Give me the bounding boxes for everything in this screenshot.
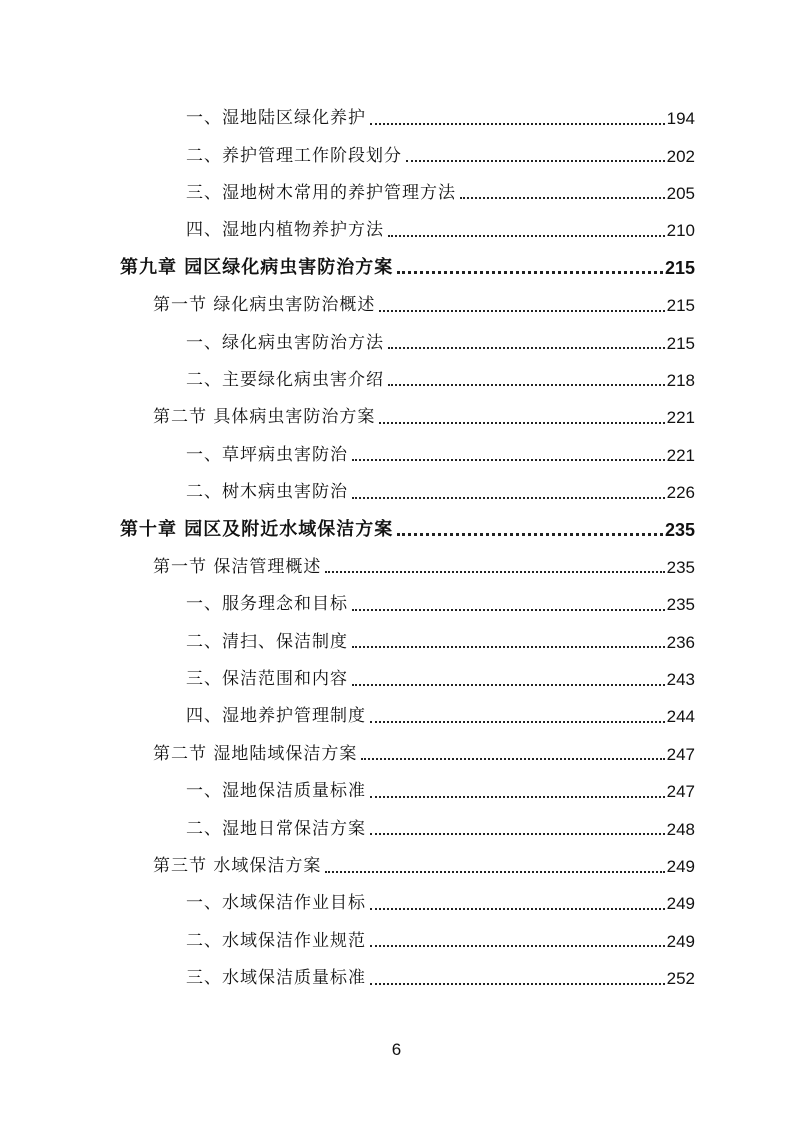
toc-entry-page: 210	[666, 221, 695, 241]
toc-entry-page: 236	[666, 632, 695, 652]
toc-dot-leader	[388, 371, 665, 389]
toc-dot-leader	[406, 147, 665, 165]
toc-entry-page: 205	[666, 183, 695, 203]
toc-entry[interactable]	[0, 885, 793, 922]
toc-dot-leader	[370, 708, 665, 726]
toc-section-entry[interactable]	[0, 549, 793, 586]
toc-entry[interactable]	[0, 175, 793, 212]
toc-entry-page: 194	[666, 109, 695, 129]
toc-dot-leader	[325, 858, 664, 876]
toc-entry[interactable]	[0, 137, 793, 174]
toc-entry-page: 247	[666, 782, 695, 802]
toc-entry[interactable]	[0, 474, 793, 511]
toc-entry-label: 三、湿地树木常用的养护管理方法	[186, 182, 456, 203]
toc-entry-page: 249	[666, 857, 695, 876]
toc-entry-label: 第十章 园区及附近水域保洁方案	[120, 518, 394, 540]
toc-section-entry[interactable]	[0, 399, 793, 436]
toc-entry[interactable]	[0, 923, 793, 960]
toc-entry-label: 一、服务理念和目标	[186, 594, 348, 615]
toc-entry-label: 二、养护管理工作阶段划分	[186, 145, 402, 166]
toc-entry-page: 235	[666, 595, 695, 615]
toc-dot-leader	[370, 110, 665, 128]
toc-entry-label: 一、湿地陆区绿化养护	[186, 108, 366, 129]
toc-dot-leader	[352, 446, 665, 464]
toc-entry[interactable]	[0, 100, 793, 137]
toc-entry-page: 202	[666, 146, 695, 166]
toc-dot-leader	[370, 783, 665, 801]
toc-entry-label: 三、保洁范围和内容	[186, 669, 348, 690]
toc-entry-label: 一、水域保洁作业目标	[186, 893, 366, 914]
toc-entry-page: 248	[666, 819, 695, 839]
toc-entry-page: 235	[666, 557, 695, 577]
toc-chapter-entry[interactable]	[0, 250, 793, 287]
toc-entry[interactable]	[0, 362, 793, 399]
toc-entry-label: 第九章 园区绿化病虫害防治方案	[120, 257, 394, 279]
toc-entry-label: 四、湿地养护管理制度	[186, 706, 366, 727]
toc-dot-leader	[361, 745, 664, 763]
toc-entry-page: 247	[666, 744, 695, 764]
toc-entry[interactable]	[0, 960, 793, 997]
toc-entry-label: 四、湿地内植物养护方法	[186, 220, 384, 241]
toc-dot-leader	[388, 222, 665, 240]
toc-entry-label: 二、主要绿化病虫害介绍	[186, 369, 384, 390]
toc-dot-leader	[352, 484, 665, 502]
toc-dot-leader	[397, 259, 663, 277]
toc-entry[interactable]	[0, 698, 793, 735]
toc-entry-label: 三、水域保洁质量标准	[186, 968, 366, 989]
toc-dot-leader	[370, 932, 665, 950]
toc-entry-label: 第一节 绿化病虫害防治概述	[153, 295, 376, 316]
toc-dot-leader	[379, 409, 664, 427]
toc-entry-label: 二、清扫、保洁制度	[186, 631, 348, 652]
toc-entry-page: 215	[664, 258, 695, 279]
toc-entry-page: 226	[666, 483, 695, 503]
toc-dot-leader	[370, 970, 665, 988]
toc-section-entry[interactable]	[0, 736, 793, 773]
toc-entry-label: 第一节 保洁管理概述	[153, 556, 322, 577]
toc-entry-label: 二、湿地日常保洁方案	[186, 818, 366, 839]
toc-entry-label: 第二节 湿地陆域保洁方案	[153, 743, 358, 764]
toc-entry-page: 221	[666, 445, 695, 465]
toc-dot-leader	[460, 184, 665, 202]
toc-entry-page: 221	[666, 408, 695, 428]
toc-section-entry[interactable]	[0, 287, 793, 324]
toc-dot-leader	[352, 596, 665, 614]
toc-entry[interactable]	[0, 661, 793, 698]
toc-entry-page: 215	[666, 296, 695, 316]
toc-entry-page: 244	[666, 707, 695, 727]
toc-section-entry[interactable]	[0, 848, 793, 885]
toc-entry[interactable]	[0, 324, 793, 361]
toc-dot-leader	[370, 895, 665, 913]
toc-entry-label: 一、草坪病虫害防治	[186, 444, 348, 465]
toc-entry[interactable]	[0, 586, 793, 623]
toc-entry-page: 215	[666, 333, 695, 353]
toc-entry-page: 243	[666, 670, 695, 690]
toc-dot-leader	[325, 558, 664, 576]
table-of-contents	[0, 100, 793, 997]
toc-entry-page: 252	[666, 969, 695, 989]
toc-dot-leader	[370, 820, 665, 838]
toc-entry-label: 二、树木病虫害防治	[186, 482, 348, 503]
toc-entry-label: 第二节 具体病虫害防治方案	[153, 407, 376, 428]
toc-entry-label: 二、水域保洁作业规范	[186, 930, 366, 951]
toc-entry-page: 218	[666, 370, 695, 390]
toc-entry[interactable]	[0, 437, 793, 474]
toc-entry[interactable]	[0, 212, 793, 249]
toc-entry[interactable]	[0, 623, 793, 660]
toc-dot-leader	[379, 297, 664, 315]
toc-entry-label: 一、绿化病虫害防治方法	[186, 332, 384, 353]
toc-entry-label: 一、湿地保洁质量标准	[186, 781, 366, 802]
toc-dot-leader	[388, 334, 665, 352]
toc-entry-page: 235	[664, 519, 695, 540]
toc-chapter-entry[interactable]	[0, 511, 793, 548]
toc-entry-page: 249	[666, 931, 695, 951]
toc-dot-leader	[352, 671, 665, 689]
toc-dot-leader	[397, 521, 663, 539]
toc-dot-leader	[352, 633, 665, 651]
toc-entry-page: 249	[666, 894, 695, 914]
toc-entry-label: 第三节 水域保洁方案	[153, 856, 322, 876]
toc-entry[interactable]	[0, 773, 793, 810]
toc-entry[interactable]	[0, 810, 793, 847]
page-number: 6	[391, 1040, 402, 1059]
